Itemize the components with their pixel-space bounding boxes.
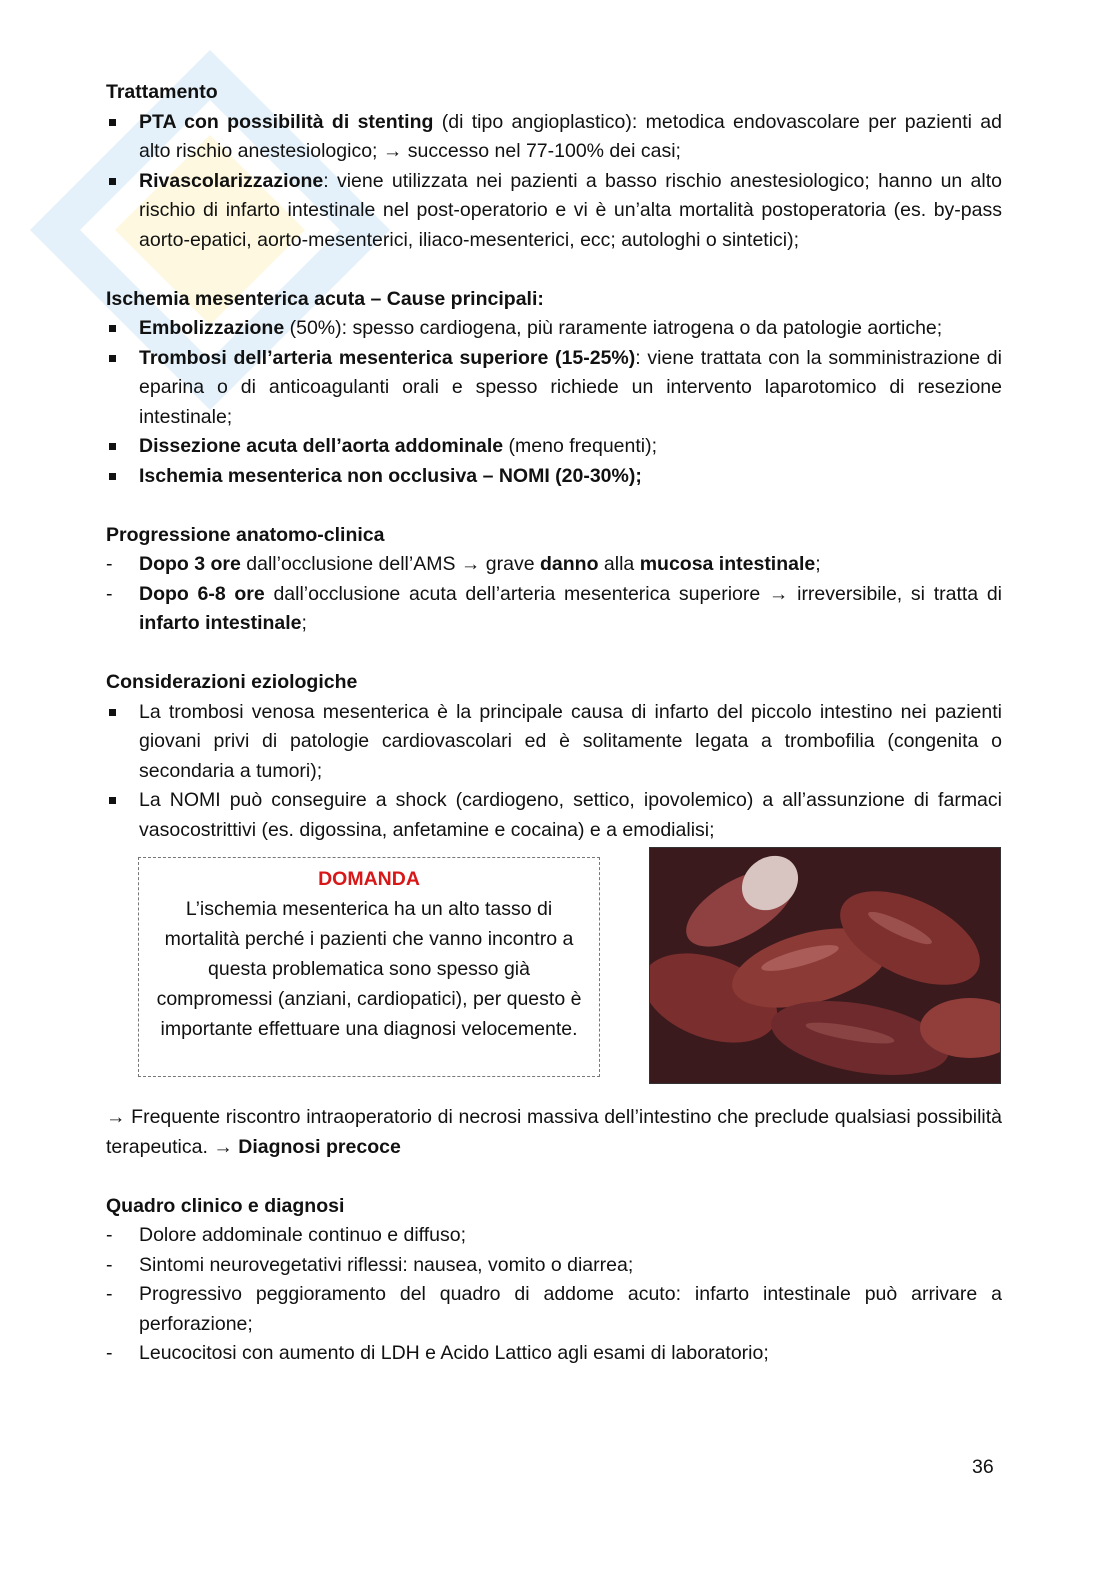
bullet-square-icon xyxy=(109,325,116,332)
bullet-dash-icon: - xyxy=(106,1342,113,1364)
bullet-square-icon xyxy=(109,473,116,480)
list-item xyxy=(106,432,1002,462)
list-item xyxy=(106,580,1002,639)
list-item xyxy=(106,698,1002,787)
item-text: Dolore addominale continuo e diffuso; xyxy=(139,1224,467,1246)
bullet-square-icon xyxy=(109,178,116,185)
item-text: : viene trattata con la somministrazione di eparina o di anticoagulanti orali e spesso richiede un intervento laparotomico di resezione intestinale; xyxy=(139,346,1002,428)
list-item xyxy=(106,108,1002,167)
intestine-photo-icon xyxy=(650,848,1001,1084)
heading-quadro: Quadro clinico e diagnosi xyxy=(106,1194,345,1217)
item-bold: infarto intestinale xyxy=(139,612,302,634)
document-page xyxy=(106,78,1002,1369)
list-item xyxy=(106,344,1002,433)
domanda-row xyxy=(106,845,1002,1085)
riscontro-bold: → Diagnosi precoce xyxy=(213,1135,401,1158)
item-text: Progressivo peggioramento del quadro di addome acuto: infarto intestinale può arrivare a perforazione; xyxy=(139,1283,1002,1335)
riscontro-paragraph xyxy=(106,1103,1002,1162)
list-item xyxy=(106,314,1002,344)
bullet-dash-icon: - xyxy=(106,553,113,575)
bullet-square-icon xyxy=(109,709,116,716)
item-text: ; xyxy=(301,612,307,634)
section-eziologia xyxy=(106,668,1002,845)
item-bold: Trombosi dell’arteria mesenterica superiore (15-25%) xyxy=(139,346,636,369)
item-bold: mucosa intestinale xyxy=(639,553,816,575)
bullet-dash-icon: - xyxy=(106,1283,113,1305)
list-item xyxy=(106,1280,1002,1339)
item-text: Sintomi neurovegetativi riflessi: nausea, vomito o diarrea; xyxy=(139,1253,634,1276)
item-bold: PTA con possibilità di stenting xyxy=(139,110,434,133)
item-bold: Ischemia mesenterica non occlusiva – NOMI (20-30%); xyxy=(139,464,642,487)
list-item xyxy=(106,1339,1002,1369)
list-item xyxy=(106,550,1002,580)
section-riscontro xyxy=(106,1103,1002,1162)
item-text: (di tipo angioplastico): metodica endovascolare per pazienti ad alto rischio anestesiologico; → successo nel 77-100% dei casi; xyxy=(139,110,1002,162)
item-bold: Dopo 3 ore xyxy=(139,553,241,575)
item-text: ; xyxy=(815,553,821,575)
item-bold: danno xyxy=(539,553,599,575)
item-text: La NOMI può conseguire a shock (cardiogeno, settico, ipovolemico) a all’assunzione di farmaci vasocostrittivi (es. digossina, anfetamine e cocaina) e a emodialisi; xyxy=(139,789,1002,841)
bullet-square-icon xyxy=(109,443,116,450)
item-text: Leucocitosi con aumento di LDH e Acido Lattico agli esami di laboratorio; xyxy=(139,1342,769,1364)
bullet-dash-icon: - xyxy=(106,1224,113,1246)
domanda-title: DOMANDA xyxy=(318,868,420,890)
bullet-square-icon xyxy=(109,355,116,362)
list-item xyxy=(106,786,1002,845)
section-quadro xyxy=(106,1192,1002,1369)
bullet-square-icon xyxy=(109,797,116,804)
list-item xyxy=(106,167,1002,256)
item-text: alla xyxy=(598,553,640,575)
item-bold: Dopo 6-8 ore xyxy=(139,582,265,605)
item-bold: Dissezione acuta dell’aorta addominale xyxy=(139,435,504,457)
heading-progressione: Progressione anatomo-clinica xyxy=(106,523,385,546)
riscontro-text: → Frequente riscontro intraoperatorio di necrosi massiva dell’intestino che preclude qualsiasi possibilità terapeutica. xyxy=(106,1106,1002,1158)
item-text: (50%): spesso cardiogena, più raramente iatrogena o da patologie aortiche; xyxy=(284,317,943,339)
item-text: (meno frequenti); xyxy=(503,435,658,457)
heading-cause: Ischemia mesenterica acuta – Cause principali: xyxy=(106,287,544,310)
domanda-text: L’ischemia mesenterica ha un alto tasso di mortalità perché i pazienti che vanno incontro a questa problematica sono spesso già compromessi (anziani, cardiopatici), per questo è importante effettuare una diagnosi velocemente. xyxy=(156,898,582,1040)
section-progressione xyxy=(106,521,1002,639)
bullet-square-icon xyxy=(109,119,116,126)
heading-eziologia: Considerazioni eziologiche xyxy=(106,671,358,693)
page-number: 36 xyxy=(972,1456,994,1478)
domanda-box xyxy=(138,857,600,1077)
section-cause xyxy=(106,285,1002,492)
item-bold: Embolizzazione xyxy=(139,317,285,339)
item-text: dall’occlusione dell’AMS → grave xyxy=(240,553,540,575)
list-item xyxy=(106,1221,1002,1251)
bullet-dash-icon: - xyxy=(106,582,113,605)
item-text: dall’occlusione acuta dell’arteria mesenterica superiore → irreversibile, si tratta di xyxy=(264,582,1002,605)
list-item xyxy=(106,1251,1002,1281)
item-bold: Rivascolarizzazione xyxy=(139,169,324,192)
section-trattamento xyxy=(106,78,1002,255)
item-text: La trombosi venosa mesenterica è la principale causa di infarto del piccolo intestino nei pazienti giovani privi di patologie cardiovascolari ed è solitamente legata a trombofilia (congenita o secondaria a tumori); xyxy=(139,700,1002,782)
heading-trattamento: Trattamento xyxy=(106,81,218,103)
item-text: : viene utilizzata nei pazienti a basso rischio anestesiologico; hanno un alto rischio di infarto intestinale nel post-operatorio e vi è un’alta mortalità postoperatoria (es. by-pass aorto-epatici, aorto-mesenterici, iliaco-mesenterici, ecc; autologhi o sintetici); xyxy=(139,169,1002,251)
list-item xyxy=(106,462,1002,492)
bullet-dash-icon: - xyxy=(106,1253,113,1276)
intestine-photo xyxy=(649,847,1001,1084)
